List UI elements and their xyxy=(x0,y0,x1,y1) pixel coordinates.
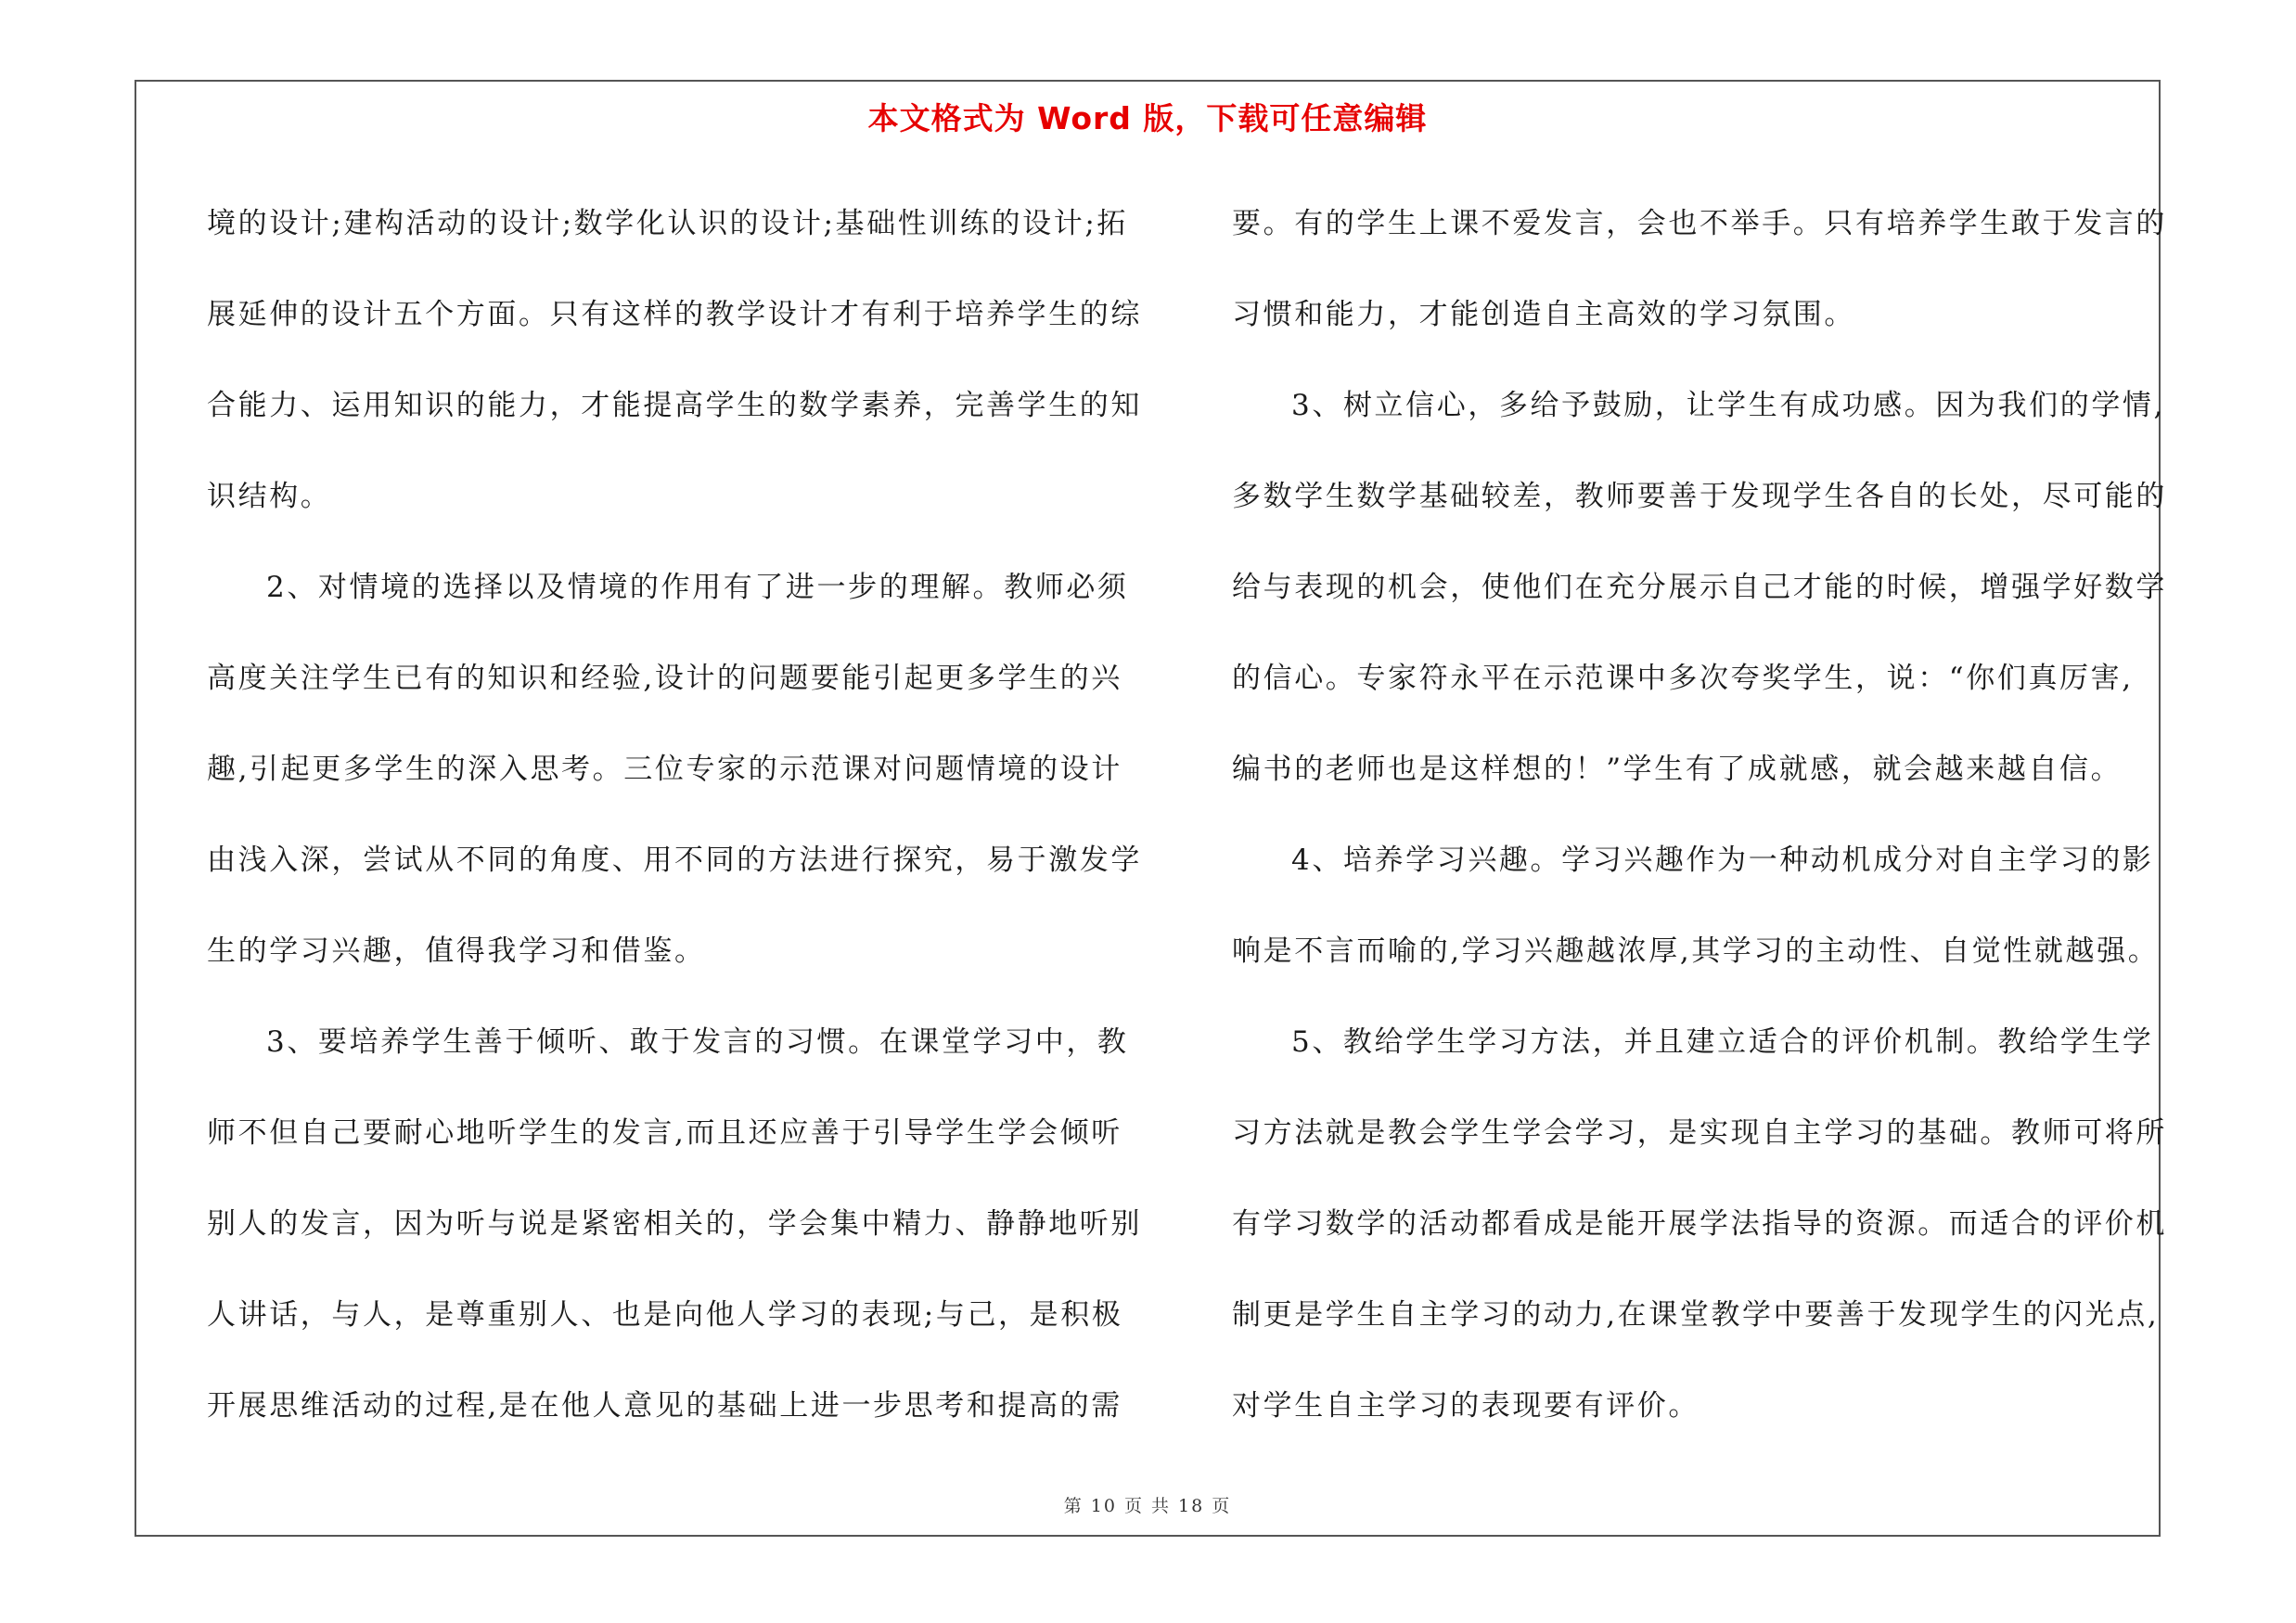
text-line: 对学生自主学习的表现要有评价。 xyxy=(1232,1389,1700,1423)
text-line: 别人的发言，因为听与说是紧密相关的，学会集中精力、静静地听别 xyxy=(207,1207,1142,1241)
text-line: 4、培养学习兴趣。学习兴趣作为一种动机成分对自主学习的影 xyxy=(1291,844,2154,877)
page-frame xyxy=(135,80,2167,1537)
text-line: 5、教给学生学习方法，并且建立适合的评价机制。教给学生学 xyxy=(1291,1025,2154,1059)
page-number: 第 10 页 共 18 页 xyxy=(1063,1496,1232,1516)
text-line: 3、要培养学生善于倾听、敢于发言的习惯。在课堂学习中，教 xyxy=(266,1025,1129,1059)
text-line: 合能力、运用知识的能力，才能提高学生的数学素养，完善学生的知 xyxy=(207,389,1142,422)
text-line: 习惯和能力，才能创造自主高效的学习氛围。 xyxy=(1232,298,1855,331)
text-line: 开展思维活动的过程,是在他人意见的基础上进一步思考和提高的需 xyxy=(207,1389,1122,1423)
format-banner: 本文格式为 Word 版，下载可任意编辑 xyxy=(867,100,1428,136)
text-line: 有学习数学的活动都看成是能开展学法指导的资源。而适合的评价机 xyxy=(1232,1207,2167,1241)
right-column xyxy=(1232,178,2165,1451)
text-line: 的信心。专家符永平在示范课中多次夸奖学生，说：“你们真厉害, xyxy=(1232,662,2134,695)
text-line: 师不但自己要耐心地听学生的发言,而且还应善于引导学生学会倾听 xyxy=(207,1116,1122,1150)
text-line: 习方法就是教会学生学会学习，是实现自主学习的基础。教师可将所 xyxy=(1232,1116,2167,1150)
text-line: 制更是学生自主学习的动力,在课堂教学中要善于发现学生的闪光点, xyxy=(1232,1298,2160,1332)
text-line: 要。有的学生上课不爱发言，会也不举手。只有培养学生敢于发言的 xyxy=(1232,207,2167,240)
text-line: 响是不言而喻的,学习兴趣越浓厚,其学习的主动性、自觉性就越强。 xyxy=(1232,934,2160,968)
text-line: 人讲话，与人，是尊重别人、也是向他人学习的表现;与己，是积极 xyxy=(207,1298,1123,1332)
text-line: 境的设计;建构活动的设计;数学化认识的设计;基础性训练的设计;拓 xyxy=(207,207,1128,240)
text-line: 由浅入深，尝试从不同的角度、用不同的方法进行探究，易于激发学 xyxy=(207,844,1142,877)
text-line: 2、对情境的选择以及情境的作用有了进一步的理解。教师必须 xyxy=(266,571,1129,604)
text-line: 展延伸的设计五个方面。只有这样的教学设计才有利于培养学生的综 xyxy=(207,298,1142,331)
left-column xyxy=(207,178,1142,1451)
text-line: 趣,引起更多学生的深入思考。三位专家的示范课对问题情境的设计 xyxy=(207,753,1122,786)
text-line: 生的学习兴趣，值得我学习和借鉴。 xyxy=(207,934,706,968)
text-line: 多数学生数学基础较差，教师要善于发现学生各自的长处，尽可能的 xyxy=(1232,480,2167,513)
text-line: 高度关注学生已有的知识和经验,设计的问题要能引起更多学生的兴 xyxy=(207,662,1122,695)
text-line: 3、树立信心，多给予鼓励，让学生有成功感。因为我们的学情, xyxy=(1291,389,2165,422)
text-line: 编书的老师也是这样想的！”学生有了成就感，就会越来越自信。 xyxy=(1232,753,2123,786)
text-line: 识结构。 xyxy=(207,480,332,513)
text-line: 给与表现的机会，使他们在充分展示自己才能的时候，增强学好数学 xyxy=(1232,571,2167,604)
